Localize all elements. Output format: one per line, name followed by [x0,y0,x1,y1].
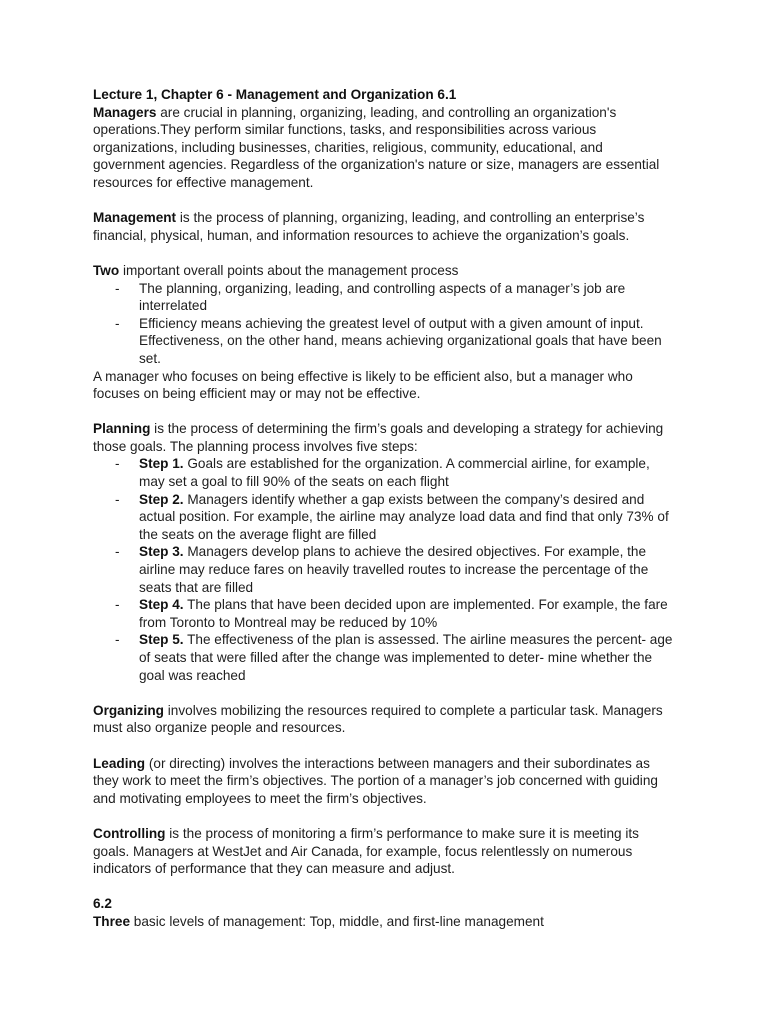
step-text: The plans that have been decided upon are implemented. For example, the fare from Toronto to Montreal may be reduced by 10% [139,597,668,630]
planning-steps-list [93,455,675,684]
dash-bullet: - [115,544,120,560]
section-heading [93,895,675,913]
management-paragraph [93,209,675,244]
managers-term: Managers [93,104,157,120]
spacer [93,878,675,896]
step-label: Step 1. [139,456,184,472]
list-item [93,543,675,596]
management-term: Management [93,210,177,226]
two-points-closing: A manager who focuses on being effective is likely to be efficient also, but a manager who focuses on being efficient may or may not be effective. [93,368,633,402]
step-label: Step 2. [139,491,184,507]
management-text: is the process of planning, organizing, leading, and controlling an enterprise’s financial, physical, human, and information resources to achieve the organization’s goals. [93,210,645,243]
dash-bullet: - [115,597,120,613]
organizing-text: involves mobilizing the resources required to complete a particular task. Managers must also organize people and resources. [93,702,663,736]
controlling-term: Controlling [93,825,166,841]
dash-bullet: - [115,315,120,331]
planning-text: is the process of determining the firm’s goals and developing a strategy for achieving those goals. The planning process involves five steps: [93,421,664,454]
step-label: Step 4. [139,597,184,613]
list-item [93,491,675,544]
two-points-paragraph [93,262,675,280]
leading-term: Leading [93,755,146,771]
list-item-text: Efficiency means achieving the greatest level of output with a given amount of input. Effectiveness, on the other hand, means achieving organizational goals that have been set. [139,315,662,366]
levels-term: Three [93,913,131,929]
document-title-text: Lecture 1, Chapter 6 - Management and Organization 6.1 [93,87,457,102]
dash-bullet: - [115,456,120,472]
list-item [93,596,675,631]
step-text: Goals are established for the organization. A commercial airline, for example, may set a goal to fill 90% of the seats on each flight [139,456,650,490]
list-item [93,315,675,368]
spacer [93,192,675,210]
controlling-paragraph [93,825,675,878]
controlling-text: is the process of monitoring a firm’s performance to make sure it is meeting its goals. Managers at WestJet and Air Canada, for example, focus relentlessly on numerous indicators of performance that they can measure and adjust. [93,825,639,877]
step-label: Step 3. [139,544,184,560]
leading-text: (or directing) involves the interactions between managers and their subordinates as they work to meet the firm’s objectives. The portion of a manager’s job concerned with guiding and motivating employees to meet the firm’s objectives. [93,755,658,806]
list-item-text: The planning, organizing, leading, and controlling aspects of a manager’s job are interrelated [139,280,626,314]
list-item [93,631,675,684]
spacer [93,737,675,755]
leading-paragraph [93,755,675,808]
levels-paragraph [93,913,675,931]
dash-bullet: - [115,280,120,296]
spacer [93,403,675,421]
two-points-text: important overall points about the management process [119,262,459,278]
levels-text: basic levels of management: Top, middle, and first-line management [130,913,544,929]
planning-term: Planning [93,421,151,437]
step-text: Managers identify whether a gap exists between the company’s desired and actual position. For example, the airline may analyze load data and find that only 73% of the seats on the average flight are filled [139,491,669,542]
document-title [93,86,675,104]
spacer [93,684,675,702]
dash-bullet: - [115,632,120,648]
dash-bullet: - [115,491,120,507]
step-text: The effectiveness of the plan is assessed. The airline measures the percent- age of seats that were filled after the change was implemented to deter- mine whether the goal was reached [139,632,673,683]
step-text: Managers develop plans to achieve the desired objectives. For example, the airline may reduce fares on heavily travelled routes to increase the percentage of the seats that are filled [139,544,649,595]
spacer [93,807,675,825]
list-item [93,455,675,490]
step-label: Step 5. [139,632,184,648]
managers-text: are crucial in planning, organizing, leading, and controlling an organization's operations.They perform similar functions, tasks, and responsibilities across various organizations, including businesses, charities, religious, community, educational, and government agencies. Regardless of the organization's nature or size, managers are essential resources for effective management. [93,104,660,190]
two-points-list [93,280,675,368]
spacer [93,244,675,262]
two-points-term: Two [93,262,120,278]
planning-paragraph [93,420,675,455]
managers-paragraph [93,104,675,192]
organizing-paragraph [93,702,675,737]
list-item [93,280,675,315]
section-number: 6.2 [93,896,112,912]
organizing-term: Organizing [93,702,164,718]
